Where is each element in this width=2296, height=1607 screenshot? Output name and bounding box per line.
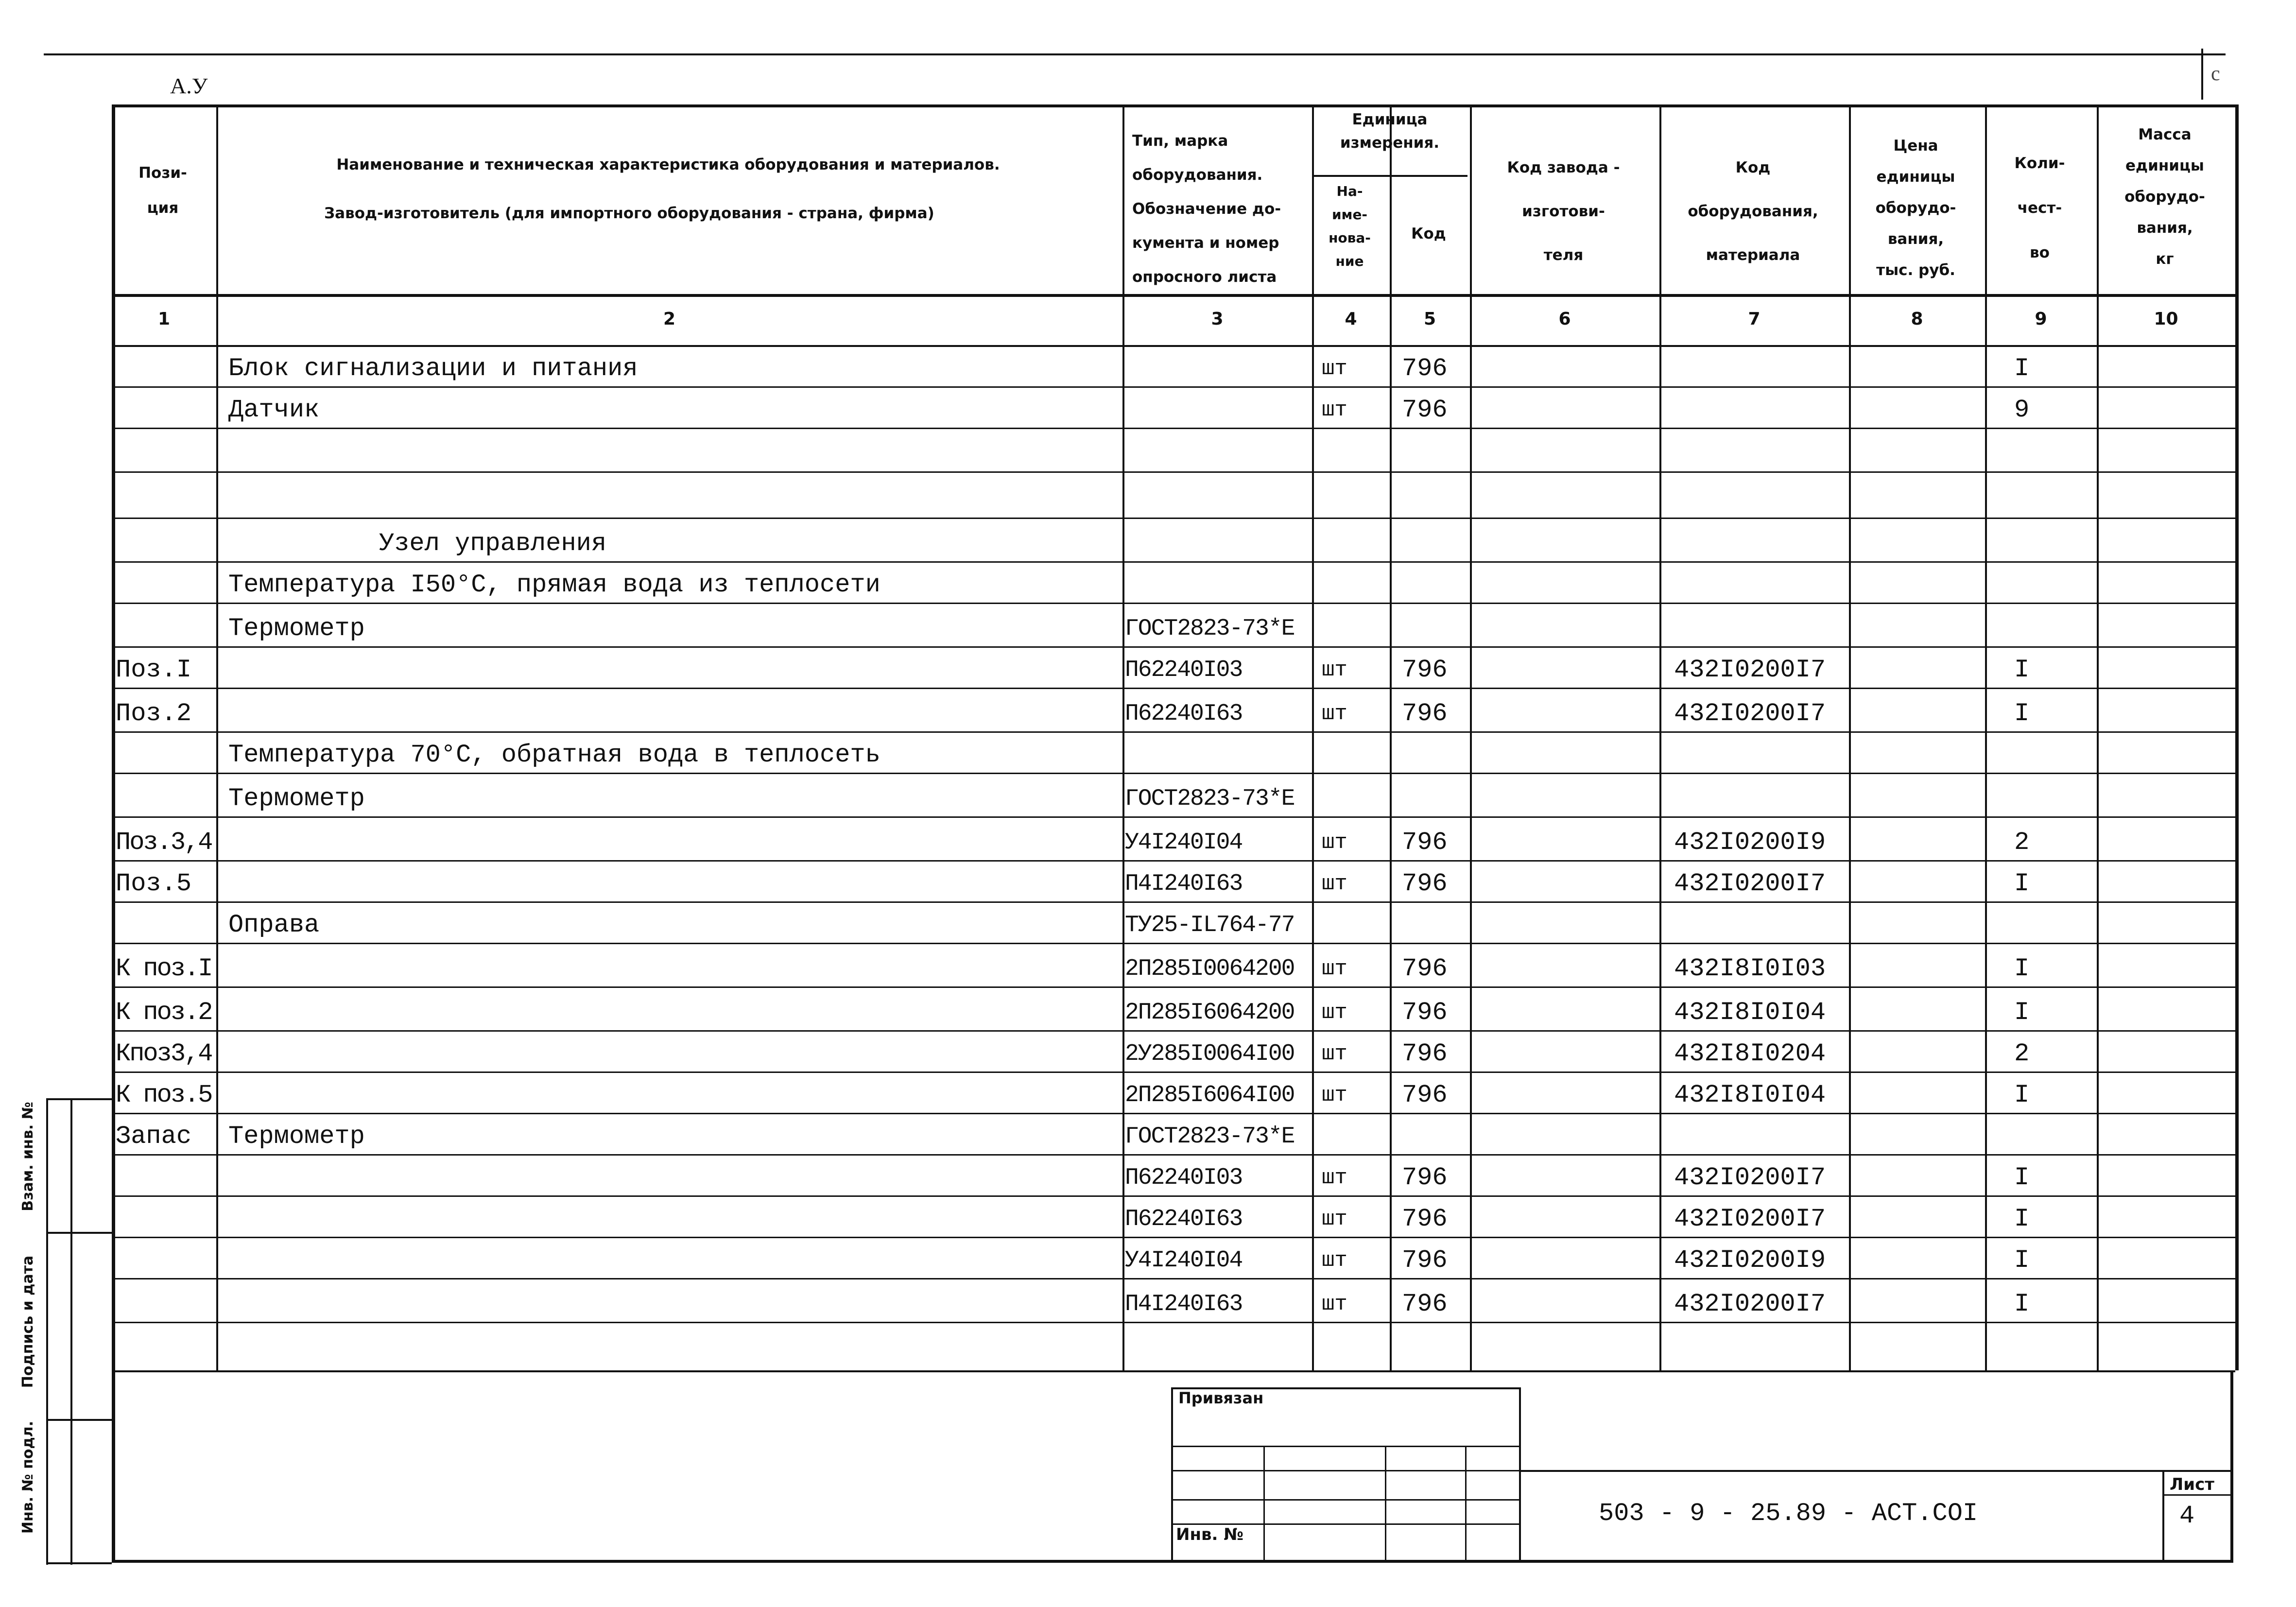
column-number: 6 xyxy=(1558,309,1571,329)
row-divider xyxy=(112,943,2235,944)
stamp-line xyxy=(1171,1470,1521,1471)
equipment-code-cell: 432I0200I7 xyxy=(1674,1205,1826,1233)
sheet-corner-label: А.У xyxy=(170,73,208,98)
stamp-line xyxy=(1171,1499,1521,1501)
equipment-code-cell: 432I0200I9 xyxy=(1674,828,1826,857)
type-cell: 2П285I6064200 xyxy=(1125,1000,1295,1026)
side-strip-line xyxy=(46,1562,112,1564)
equipment-code-cell: 432I8I0I03 xyxy=(1674,954,1826,983)
header-unit-group: Единица измерения. xyxy=(1340,111,1440,152)
unit-code-cell: 796 xyxy=(1402,699,1448,728)
equipment-code-cell: 432I0200I7 xyxy=(1674,656,1826,684)
type-cell: ТУ25-IL764-77 xyxy=(1125,912,1295,938)
side-label-replace-inv: Взам. инв. № xyxy=(19,1102,36,1211)
equipment-code-cell: 432I0200I9 xyxy=(1674,1246,1826,1275)
quantity-cell: I xyxy=(2014,699,2030,728)
position-cell: Поз.I xyxy=(116,656,192,684)
column-number: 10 xyxy=(2154,309,2178,329)
unit-code-cell: 796 xyxy=(1402,396,1448,424)
name-cell: Оправа xyxy=(228,911,320,939)
quantity-cell: I xyxy=(2014,354,2030,383)
column-number-bottom-line xyxy=(112,345,2235,347)
header-name-line2: Завод-изготовитель (для импортного оборудования - страна, фирма) xyxy=(324,205,934,222)
side-strip-line xyxy=(46,1232,112,1234)
unit-name-cell: шт xyxy=(1322,1292,1347,1316)
row-divider xyxy=(112,471,2235,473)
quantity-cell: I xyxy=(2014,1081,2030,1109)
type-cell: П62240I03 xyxy=(1125,1165,1243,1191)
side-label-sign-date: Подпись и дата xyxy=(19,1255,36,1388)
unit-name-cell: шт xyxy=(1322,658,1347,682)
equipment-code-cell: 432I0200I7 xyxy=(1674,869,1826,898)
position-cell: Поз.5 xyxy=(116,869,192,898)
unit-code-cell: 796 xyxy=(1402,869,1448,898)
stamp-line xyxy=(2162,1494,2233,1496)
row-divider xyxy=(112,518,2235,519)
type-cell: У4I240I04 xyxy=(1125,1247,1243,1274)
row-divider xyxy=(112,731,2235,733)
column-number: 2 xyxy=(663,309,676,329)
row-divider xyxy=(112,561,2235,563)
unit-name-cell: шт xyxy=(1322,1001,1347,1025)
header-name-line1: Наименование и техническая характеристика оборудования и материалов. xyxy=(336,156,1000,173)
side-strip-left xyxy=(46,1098,48,1565)
row-divider xyxy=(112,1113,2235,1114)
sheet-number: 4 xyxy=(2179,1502,2195,1530)
frame-bottom xyxy=(112,1560,2233,1563)
equipment-code-cell: 432I8I0I04 xyxy=(1674,1081,1826,1109)
unit-code-cell: 796 xyxy=(1402,354,1448,383)
header-quantity: Коли- чест- во xyxy=(2014,155,2065,261)
header-mass: Масса единицы оборудо- вания, кг xyxy=(2124,126,2205,268)
type-cell: 2П285I0064200 xyxy=(1125,956,1295,982)
row-divider xyxy=(112,603,2235,604)
column-number: 9 xyxy=(2035,309,2047,329)
header-price: Цена единицы оборудо- вания, тыс. руб. xyxy=(1875,137,1956,279)
corner-mark: с xyxy=(2211,63,2220,85)
equipment-code-cell: 432I0200I7 xyxy=(1674,1290,1826,1318)
column-number: 1 xyxy=(157,309,171,329)
unit-name-cell: шт xyxy=(1322,702,1347,726)
top-border-line xyxy=(44,53,2226,55)
body-bottom-line xyxy=(112,1370,2235,1372)
type-cell: П62240I63 xyxy=(1125,701,1243,727)
header-plant-code: Код завода - изготови- теля xyxy=(1507,159,1620,264)
type-cell: П4I240I63 xyxy=(1125,1291,1243,1317)
name-cell: Температура 70°С, обратная вода в теплосеть xyxy=(228,741,880,769)
name-cell: Блок сигнализации и питания xyxy=(228,354,638,383)
unit-code-cell: 796 xyxy=(1402,656,1448,684)
unit-name-cell: шт xyxy=(1322,1083,1347,1107)
header-type: Тип, марка оборудования. Обозначение до- кумента и номер опросного листа xyxy=(1132,132,1281,286)
type-cell: 2У285I0064I00 xyxy=(1125,1041,1295,1067)
unit-code-cell: 796 xyxy=(1402,1246,1448,1275)
sheet-label: Лист xyxy=(2170,1475,2214,1494)
header-position: Пози- ция xyxy=(138,164,187,217)
side-strip-right xyxy=(70,1098,72,1565)
position-cell: Кпоз3,4 xyxy=(116,1039,212,1068)
unit-name-cell: шт xyxy=(1322,830,1347,855)
column-number: 4 xyxy=(1345,309,1357,329)
column-divider xyxy=(2235,104,2239,1370)
inv-label: Инв. № xyxy=(1176,1525,1244,1544)
row-divider xyxy=(112,901,2235,903)
quantity-cell: I xyxy=(2014,1163,2030,1192)
corner-bracket xyxy=(2201,49,2203,100)
name-cell: Температура I50°С, прямая вода из теплосети xyxy=(228,570,880,599)
quantity-cell: I xyxy=(2014,954,2030,983)
row-divider xyxy=(112,1030,2235,1032)
row-divider xyxy=(112,1071,2235,1073)
equipment-code-cell: 432I8I0204 xyxy=(1674,1039,1826,1068)
unit-name-cell: шт xyxy=(1322,872,1347,896)
header-unit-name: На- име- нова- ние xyxy=(1329,183,1371,269)
header-equipment-code: Код оборудования, материала xyxy=(1688,159,1818,264)
stamp-line xyxy=(1385,1446,1386,1560)
unit-group-divider xyxy=(1312,175,1467,177)
column-number: 3 xyxy=(1211,309,1224,329)
stamp-line xyxy=(1519,1387,1521,1560)
row-divider xyxy=(112,1195,2235,1197)
tied-label: Привязан xyxy=(1178,1389,1264,1407)
stamp-line xyxy=(1263,1446,1265,1560)
quantity-cell: I xyxy=(2014,656,2030,684)
quantity-cell: I xyxy=(2014,1205,2030,1233)
position-cell: Поз.2 xyxy=(116,699,192,728)
side-strip-line xyxy=(46,1098,112,1100)
position-cell: К поз.5 xyxy=(116,1081,212,1109)
unit-name-cell: шт xyxy=(1322,398,1347,422)
position-cell: Поз.3,4 xyxy=(116,828,212,857)
row-divider xyxy=(112,816,2235,818)
side-strip-line xyxy=(46,1419,112,1421)
equipment-code-cell: 432I0200I7 xyxy=(1674,699,1826,728)
column-number: 5 xyxy=(1423,309,1436,329)
row-divider xyxy=(112,386,2235,388)
unit-code-cell: 796 xyxy=(1402,828,1448,857)
type-cell: 2П285I6064I00 xyxy=(1125,1082,1295,1108)
row-divider xyxy=(112,1322,2235,1323)
equipment-code-cell: 432I8I0I04 xyxy=(1674,998,1826,1027)
row-divider xyxy=(112,773,2235,774)
row-divider xyxy=(112,860,2235,862)
unit-code-cell: 796 xyxy=(1402,1163,1448,1192)
unit-code-cell: 796 xyxy=(1402,1039,1448,1068)
type-cell: П4I240I63 xyxy=(1125,871,1243,897)
unit-code-cell: 796 xyxy=(1402,1205,1448,1233)
header-unit-code: Код xyxy=(1411,225,1446,242)
unit-code-cell: 796 xyxy=(1402,1081,1448,1109)
row-divider xyxy=(112,986,2235,988)
quantity-cell: 2 xyxy=(2014,828,2030,857)
name-cell: Термометр xyxy=(228,784,365,813)
quantity-cell: I xyxy=(2014,1246,2030,1275)
quantity-cell: 2 xyxy=(2014,1039,2030,1068)
quantity-cell: 9 xyxy=(2014,396,2030,424)
type-cell: П62240I63 xyxy=(1125,1206,1243,1232)
quantity-cell: I xyxy=(2014,1290,2030,1318)
type-cell: П62240I03 xyxy=(1125,657,1243,683)
row-divider xyxy=(112,646,2235,648)
quantity-cell: I xyxy=(2014,869,2030,898)
position-cell: К поз.I xyxy=(116,954,212,983)
name-cell: Термометр xyxy=(228,1122,365,1151)
stamp-line xyxy=(1521,1470,2233,1472)
side-label-inv-orig: Инв. № подл. xyxy=(19,1420,36,1534)
equipment-code-cell: 432I0200I7 xyxy=(1674,1163,1826,1192)
unit-code-cell: 796 xyxy=(1402,954,1448,983)
stamp-line xyxy=(1171,1446,1521,1447)
name-cell: Датчик xyxy=(228,396,320,424)
stamp-line xyxy=(2162,1470,2164,1560)
column-number: 8 xyxy=(1911,309,1923,329)
table-top-line xyxy=(112,104,2235,107)
unit-name-cell: шт xyxy=(1322,357,1347,381)
stamp-line xyxy=(1171,1387,1173,1560)
frame-right xyxy=(2230,1370,2233,1560)
document-designation: 503 - 9 - 25.89 - АСТ.СОI xyxy=(1599,1499,1978,1528)
unit-code-cell: 796 xyxy=(1402,1290,1448,1318)
unit-name-cell: шт xyxy=(1322,1166,1347,1190)
type-cell: ГОСТ2823-73*Е xyxy=(1125,616,1295,642)
position-cell: Запас xyxy=(116,1122,192,1151)
unit-name-cell: шт xyxy=(1322,1248,1347,1273)
row-divider xyxy=(112,1278,2235,1279)
stamp-line xyxy=(1465,1446,1467,1560)
column-number: 7 xyxy=(1748,309,1761,329)
row-divider xyxy=(112,1237,2235,1238)
unit-name-cell: шт xyxy=(1322,957,1347,981)
type-cell: ГОСТ2823-73*Е xyxy=(1125,786,1295,812)
type-cell: У4I240I04 xyxy=(1125,829,1243,856)
unit-name-cell: шт xyxy=(1322,1042,1347,1066)
type-cell: ГОСТ2823-73*Е xyxy=(1125,1123,1295,1150)
position-cell: К поз.2 xyxy=(116,998,212,1027)
quantity-cell: I xyxy=(2014,998,2030,1027)
row-divider xyxy=(112,1154,2235,1156)
name-cell: Термометр xyxy=(228,614,365,643)
unit-code-cell: 796 xyxy=(1402,998,1448,1027)
name-cell: Узел управления xyxy=(379,529,607,558)
row-divider xyxy=(112,688,2235,689)
row-divider xyxy=(112,428,2235,429)
unit-name-cell: шт xyxy=(1322,1207,1347,1231)
